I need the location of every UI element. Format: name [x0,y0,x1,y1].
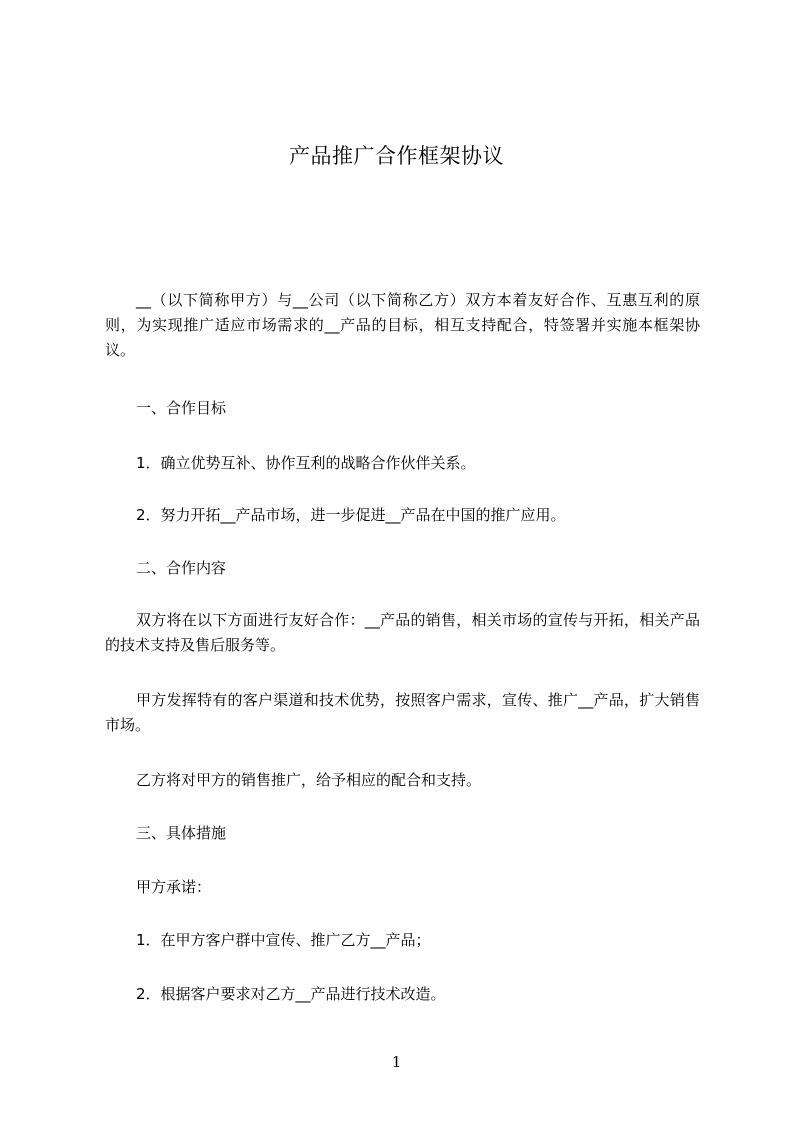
intro-paragraph: __（以下简称甲方）与__公司（以下简称乙方）双方本着友好合作、互惠互利的原则，为实现推广适应市场需求的__产品的目标，相互支持配合，特签署并实施本框架协议。 [105,291,700,359]
page-number: 1 [391,1053,402,1071]
document-title: 产品推广合作框架协议 [289,144,504,168]
content-paragraph-2: 甲方发挥特有的客户渠道和技术优势，按照客户需求，宣传、推广__产品，扩大销售市场。 [105,691,700,734]
content-paragraph-3: 乙方将对甲方的销售推广，给予相应的配合和支持。 [136,771,482,789]
section-heading-measures: 三、具体措施 [136,824,227,842]
section-heading-goals: 一、合作目标 [136,399,227,417]
content-paragraph-1: 双方将在以下方面进行友好合作：__产品的销售，相关市场的宣传与开拓，相关产品的技术支持及售后服务等。 [105,611,700,654]
commitment-item-2: 2．根据客户要求对乙方__产品进行技术改造。 [136,985,446,1003]
goal-item-1: 1．确立优势互补、协作互利的战略合作伙伴关系。 [136,454,476,472]
goal-item-2: 2．努力开拓__产品市场，进一步促进__产品在中国的推广应用。 [136,506,566,524]
party-a-commitments-label: 甲方承诺： [136,878,212,896]
commitment-item-1: 1．在甲方客户群中宣传、推广乙方__产品； [136,931,431,949]
section-heading-content: 二、合作内容 [136,559,227,577]
